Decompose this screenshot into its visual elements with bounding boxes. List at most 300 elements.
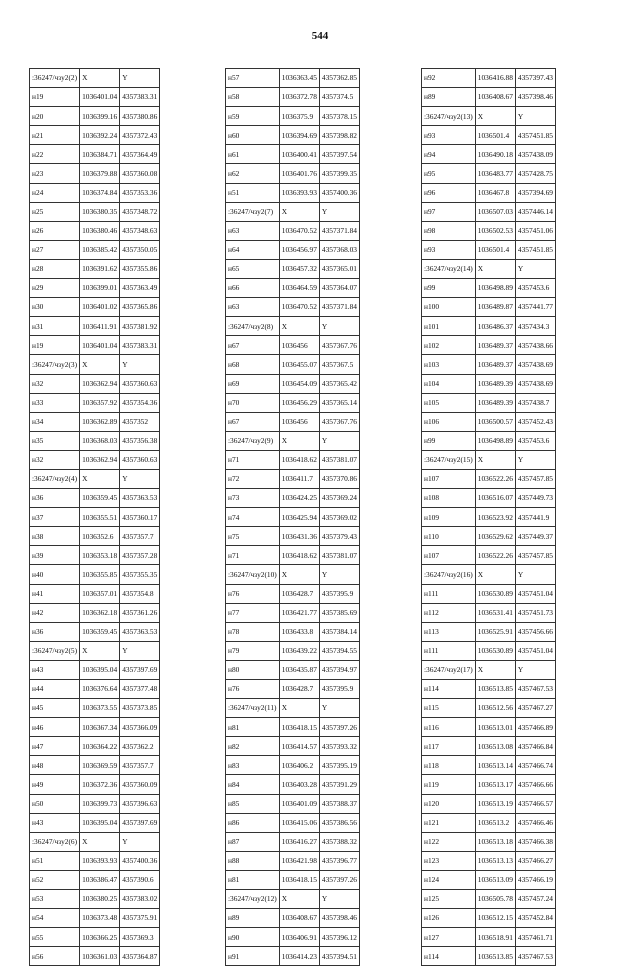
x-coordinate-cell: 1036513.14 — [475, 756, 515, 775]
y-coordinate-cell: 4357397.26 — [319, 870, 359, 889]
point-label-cell: н111 — [422, 641, 476, 660]
x-coordinate-cell: 1036372.36 — [80, 775, 120, 794]
x-coordinate-cell: 1036374.84 — [80, 183, 120, 202]
x-coordinate-cell: 1036386.47 — [80, 870, 120, 889]
point-label-cell: н72 — [226, 469, 280, 488]
y-coordinate-cell: 4357388.37 — [319, 794, 359, 813]
point-label-cell: н109 — [422, 508, 476, 527]
table-row — [422, 660, 556, 679]
x-coordinate-cell: 1036498.89 — [475, 279, 515, 298]
table-row — [30, 164, 160, 183]
table-row — [226, 947, 360, 966]
y-coordinate-cell: 4357360.63 — [120, 374, 160, 393]
y-coordinate-cell: 4357394.55 — [319, 641, 359, 660]
table-row — [226, 508, 360, 527]
x-coordinate-cell: 1036428.7 — [279, 584, 319, 603]
table-row — [30, 603, 160, 622]
x-coordinate-cell: 1036486.37 — [475, 317, 515, 336]
table-row — [226, 126, 360, 145]
x-coordinate-cell: X — [80, 469, 120, 488]
point-label-cell: н22 — [30, 145, 80, 164]
y-coordinate-cell: 4357362.85 — [319, 69, 359, 88]
x-coordinate-cell: 1036439.22 — [279, 641, 319, 660]
x-coordinate-cell: 1036373.48 — [80, 909, 120, 928]
point-label-cell: н92 — [422, 69, 476, 88]
table-row — [226, 489, 360, 508]
point-label-cell: н78 — [226, 622, 280, 641]
x-coordinate-cell: 1036416.88 — [475, 69, 515, 88]
point-label-cell: н80 — [226, 660, 280, 679]
table-row — [226, 794, 360, 813]
table-row — [226, 641, 360, 660]
point-label-cell: :36247/чзу2(4) — [30, 469, 80, 488]
x-coordinate-cell: 1036456.29 — [279, 393, 319, 412]
x-coordinate-cell: 1036401.04 — [80, 336, 120, 355]
table-row — [30, 756, 160, 775]
point-label-cell: н121 — [422, 813, 476, 832]
table-row — [30, 317, 160, 336]
y-coordinate-cell: Y — [319, 202, 359, 221]
point-label-cell: н42 — [30, 603, 80, 622]
x-coordinate-cell: 1036489.39 — [475, 374, 515, 393]
y-coordinate-cell: 4357441.9 — [515, 508, 555, 527]
y-coordinate-cell: 4357438.7 — [515, 393, 555, 412]
x-coordinate-cell: 1036490.18 — [475, 145, 515, 164]
x-coordinate-cell: 1036457.32 — [279, 259, 319, 278]
table-row — [422, 718, 556, 737]
x-coordinate-cell: 1036467.8 — [475, 183, 515, 202]
point-label-cell: н119 — [422, 775, 476, 794]
table-row — [422, 469, 556, 488]
x-coordinate-cell: 1036380.25 — [80, 890, 120, 909]
y-coordinate-cell: 4357379.43 — [319, 527, 359, 546]
table-row — [422, 909, 556, 928]
table-row — [422, 813, 556, 832]
x-coordinate-cell: 1036399.73 — [80, 794, 120, 813]
x-coordinate-cell: 1036483.77 — [475, 164, 515, 183]
point-label-cell: н73 — [226, 489, 280, 508]
point-label-cell: н116 — [422, 718, 476, 737]
table-row — [30, 88, 160, 107]
table-row — [422, 107, 556, 126]
point-label-cell: н64 — [226, 240, 280, 259]
y-coordinate-cell: 4357381.92 — [120, 317, 160, 336]
point-label-cell: н77 — [226, 603, 280, 622]
point-label-cell: н67 — [226, 336, 280, 355]
x-coordinate-cell: 1036401.09 — [279, 794, 319, 813]
table-row — [226, 469, 360, 488]
y-coordinate-cell: 4357388.32 — [319, 832, 359, 851]
x-coordinate-cell: 1036530.89 — [475, 584, 515, 603]
y-coordinate-cell: 4357369.3 — [120, 928, 160, 947]
table-row — [422, 603, 556, 622]
point-label-cell: н95 — [422, 164, 476, 183]
table-row — [226, 756, 360, 775]
table-row — [422, 870, 556, 889]
y-coordinate-cell: Y — [319, 699, 359, 718]
point-label-cell: н91 — [226, 947, 280, 966]
table-row — [226, 832, 360, 851]
point-label-cell: н39 — [30, 546, 80, 565]
y-coordinate-cell: 4357372.43 — [120, 126, 160, 145]
x-coordinate-cell: 1036421.77 — [279, 603, 319, 622]
point-label-cell: н108 — [422, 489, 476, 508]
point-label-cell: н99 — [422, 279, 476, 298]
y-coordinate-cell: 4357353.36 — [120, 183, 160, 202]
y-coordinate-cell: 4357357.7 — [120, 756, 160, 775]
x-coordinate-cell: 1036392.24 — [80, 126, 120, 145]
point-label-cell: :36247/чзу2(2) — [30, 69, 80, 88]
point-label-cell: н32 — [30, 450, 80, 469]
x-coordinate-cell: 1036454.09 — [279, 374, 319, 393]
y-coordinate-cell: 4357350.05 — [120, 240, 160, 259]
table-row — [422, 565, 556, 584]
table-row — [422, 832, 556, 851]
x-coordinate-cell: 1036455.07 — [279, 355, 319, 374]
point-label-cell: :36247/чзу2(3) — [30, 355, 80, 374]
table-row — [226, 183, 360, 202]
page-number: 544 — [311, 30, 329, 42]
point-label-cell: н33 — [30, 393, 80, 412]
x-coordinate-cell: X — [279, 431, 319, 450]
x-coordinate-cell: X — [475, 107, 515, 126]
table-row — [226, 527, 360, 546]
x-coordinate-cell: 1036501.4 — [475, 240, 515, 259]
x-coordinate-cell: 1036531.41 — [475, 603, 515, 622]
table-row — [226, 718, 360, 737]
y-coordinate-cell: 4357356.38 — [120, 431, 160, 450]
y-coordinate-cell: Y — [120, 355, 160, 374]
point-label-cell: :36247/чзу2(17) — [422, 660, 476, 679]
x-coordinate-cell: 1036512.56 — [475, 699, 515, 718]
point-label-cell: н23 — [30, 164, 80, 183]
x-coordinate-cell: 1036456.97 — [279, 240, 319, 259]
point-label-cell: н114 — [422, 680, 476, 699]
y-coordinate-cell: 4357355.35 — [120, 565, 160, 584]
y-coordinate-cell: 4357361.26 — [120, 603, 160, 622]
point-label-cell: н70 — [226, 393, 280, 412]
y-coordinate-cell: 4357371.84 — [319, 221, 359, 240]
table-row — [226, 813, 360, 832]
point-label-cell: н113 — [422, 622, 476, 641]
point-label-cell: н46 — [30, 718, 80, 737]
x-coordinate-cell: 1036501.4 — [475, 126, 515, 145]
y-coordinate-cell: 4357360.09 — [120, 775, 160, 794]
y-coordinate-cell: 4357365.42 — [319, 374, 359, 393]
y-coordinate-cell: 4357453.6 — [515, 431, 555, 450]
x-coordinate-cell: 1036418.62 — [279, 450, 319, 469]
x-coordinate-cell: 1036498.89 — [475, 431, 515, 450]
point-label-cell: н71 — [226, 450, 280, 469]
point-label-cell: н126 — [422, 909, 476, 928]
point-label-cell: н83 — [226, 756, 280, 775]
table-row — [422, 374, 556, 393]
x-coordinate-cell: 1036367.34 — [80, 718, 120, 737]
point-label-cell: н88 — [226, 851, 280, 870]
point-label-cell: :36247/чзу2(9) — [226, 431, 280, 450]
y-coordinate-cell: 4357453.6 — [515, 279, 555, 298]
x-coordinate-cell: 1036456 — [279, 336, 319, 355]
y-coordinate-cell: 4357457.85 — [515, 546, 555, 565]
point-label-cell: н69 — [226, 374, 280, 393]
x-coordinate-cell: X — [279, 699, 319, 718]
y-coordinate-cell: 4357369.24 — [319, 489, 359, 508]
table-row — [422, 489, 556, 508]
x-coordinate-cell: 1036401.02 — [80, 298, 120, 317]
table-row — [30, 279, 160, 298]
table-row — [422, 126, 556, 145]
y-coordinate-cell: 4357348.72 — [120, 202, 160, 221]
y-coordinate-cell: 4357348.63 — [120, 221, 160, 240]
point-label-cell: н68 — [226, 355, 280, 374]
x-coordinate-cell: 1036512.15 — [475, 909, 515, 928]
y-coordinate-cell: 4357466.46 — [515, 813, 555, 832]
x-coordinate-cell: 1036353.18 — [80, 546, 120, 565]
table-row — [30, 355, 160, 374]
x-coordinate-cell: 1036433.8 — [279, 622, 319, 641]
point-label-cell: :36247/чзу2(5) — [30, 641, 80, 660]
table-row — [226, 107, 360, 126]
point-label-cell: н19 — [30, 88, 80, 107]
point-label-cell: н93 — [422, 126, 476, 145]
table-row — [422, 145, 556, 164]
table-row — [30, 890, 160, 909]
x-coordinate-cell: 1036403.28 — [279, 775, 319, 794]
y-coordinate-cell: 4357374.5 — [319, 88, 359, 107]
y-coordinate-cell: 4357461.71 — [515, 928, 555, 947]
table-row — [422, 756, 556, 775]
point-label-cell: н114 — [422, 947, 476, 966]
point-label-cell: н120 — [422, 794, 476, 813]
y-coordinate-cell: 4357457.24 — [515, 890, 555, 909]
y-coordinate-cell: 4357398.46 — [319, 909, 359, 928]
x-coordinate-cell: 1036489.37 — [475, 336, 515, 355]
y-coordinate-cell: 4357360.08 — [120, 164, 160, 183]
y-coordinate-cell: 4357428.75 — [515, 164, 555, 183]
y-coordinate-cell: 4357396.63 — [120, 794, 160, 813]
table-row — [30, 718, 160, 737]
table-row — [422, 202, 556, 221]
point-label-cell: н94 — [422, 145, 476, 164]
x-coordinate-cell: 1036513.08 — [475, 737, 515, 756]
x-coordinate-cell: 1036362.18 — [80, 603, 120, 622]
table-row — [422, 317, 556, 336]
y-coordinate-cell: 4357354.36 — [120, 393, 160, 412]
point-label-cell: н27 — [30, 240, 80, 259]
table-row — [226, 393, 360, 412]
x-coordinate-cell: 1036523.92 — [475, 508, 515, 527]
y-coordinate-cell: 4357394.51 — [319, 947, 359, 966]
y-coordinate-cell: 4357466.57 — [515, 794, 555, 813]
y-coordinate-cell: 4357466.84 — [515, 737, 555, 756]
y-coordinate-cell: 4357438.69 — [515, 355, 555, 374]
x-coordinate-cell: X — [80, 355, 120, 374]
point-label-cell: н75 — [226, 527, 280, 546]
table-row — [30, 374, 160, 393]
x-coordinate-cell: 1036359.45 — [80, 489, 120, 508]
y-coordinate-cell: 4357385.69 — [319, 603, 359, 622]
y-coordinate-cell: 4357396.77 — [319, 851, 359, 870]
point-label-cell: н32 — [30, 374, 80, 393]
x-coordinate-cell: 1036428.7 — [279, 680, 319, 699]
x-coordinate-cell: X — [475, 565, 515, 584]
x-coordinate-cell: 1036415.06 — [279, 813, 319, 832]
point-label-cell: н96 — [422, 183, 476, 202]
point-label-cell: н48 — [30, 756, 80, 775]
x-coordinate-cell: X — [279, 565, 319, 584]
x-coordinate-cell: X — [279, 202, 319, 221]
x-coordinate-cell: 1036352.6 — [80, 527, 120, 546]
table-row — [226, 259, 360, 278]
x-coordinate-cell: 1036411.7 — [279, 469, 319, 488]
point-label-cell: н89 — [422, 88, 476, 107]
y-coordinate-cell: 4357363.53 — [120, 489, 160, 508]
y-coordinate-cell: 4357365.86 — [120, 298, 160, 317]
point-label-cell: :36247/чзу2(10) — [226, 565, 280, 584]
y-coordinate-cell: 4357452.43 — [515, 412, 555, 431]
x-coordinate-cell: 1036513.2 — [475, 813, 515, 832]
point-label-cell: :36247/чзу2(15) — [422, 450, 476, 469]
point-label-cell: н62 — [226, 164, 280, 183]
point-label-cell: н26 — [30, 221, 80, 240]
x-coordinate-cell: 1036500.57 — [475, 412, 515, 431]
point-label-cell: н43 — [30, 660, 80, 679]
y-coordinate-cell: 4357395.9 — [319, 680, 359, 699]
y-coordinate-cell: 4357365.14 — [319, 393, 359, 412]
table-row — [422, 164, 556, 183]
table-row — [226, 355, 360, 374]
y-coordinate-cell: 4357355.86 — [120, 259, 160, 278]
x-coordinate-cell: 1036362.89 — [80, 412, 120, 431]
point-label-cell: н51 — [30, 851, 80, 870]
point-label-cell: н30 — [30, 298, 80, 317]
y-coordinate-cell: 4357383.31 — [120, 88, 160, 107]
table-row — [422, 240, 556, 259]
y-coordinate-cell: 4357397.26 — [319, 718, 359, 737]
x-coordinate-cell: 1036525.91 — [475, 622, 515, 641]
x-coordinate-cell: 1036513.18 — [475, 832, 515, 851]
point-label-cell: :36247/чзу2(6) — [30, 832, 80, 851]
x-coordinate-cell: 1036513.17 — [475, 775, 515, 794]
table-row — [226, 202, 360, 221]
table-row — [30, 775, 160, 794]
y-coordinate-cell: 4357467.27 — [515, 699, 555, 718]
table-row — [422, 947, 556, 966]
table-row — [30, 431, 160, 450]
y-coordinate-cell: 4357360.17 — [120, 508, 160, 527]
table-row — [226, 870, 360, 889]
y-coordinate-cell: 4357467.53 — [515, 947, 555, 966]
x-coordinate-cell: X — [279, 890, 319, 909]
y-coordinate-cell: 4357352 — [120, 412, 160, 431]
table-row — [422, 680, 556, 699]
y-coordinate-cell: 4357451.06 — [515, 221, 555, 240]
y-coordinate-cell: 4357438.66 — [515, 336, 555, 355]
point-label-cell: н49 — [30, 775, 80, 794]
point-label-cell: н53 — [30, 890, 80, 909]
table-row — [30, 221, 160, 240]
x-coordinate-cell: 1036366.25 — [80, 928, 120, 947]
point-label-cell: н111 — [422, 584, 476, 603]
y-coordinate-cell: 4357399.35 — [319, 164, 359, 183]
y-coordinate-cell: 4357451.85 — [515, 240, 555, 259]
table-row — [30, 202, 160, 221]
point-label-cell: н65 — [226, 259, 280, 278]
y-coordinate-cell: Y — [515, 660, 555, 679]
x-coordinate-cell: 1036406.91 — [279, 928, 319, 947]
x-coordinate-cell: 1036395.04 — [80, 813, 120, 832]
y-coordinate-cell: 4357397.69 — [120, 813, 160, 832]
x-coordinate-cell: X — [475, 660, 515, 679]
table-row — [30, 145, 160, 164]
point-label-cell: н107 — [422, 469, 476, 488]
x-coordinate-cell: 1036361.03 — [80, 947, 120, 966]
point-label-cell: н100 — [422, 298, 476, 317]
y-coordinate-cell: 4357400.36 — [120, 851, 160, 870]
x-coordinate-cell: 1036384.71 — [80, 145, 120, 164]
y-coordinate-cell: Y — [120, 69, 160, 88]
table-row — [30, 336, 160, 355]
table-row — [422, 450, 556, 469]
table-row — [30, 527, 160, 546]
y-coordinate-cell: Y — [120, 832, 160, 851]
point-label-cell: н101 — [422, 317, 476, 336]
x-coordinate-cell: 1036362.94 — [80, 374, 120, 393]
table-row — [226, 279, 360, 298]
table-row — [422, 527, 556, 546]
x-coordinate-cell: 1036357.92 — [80, 393, 120, 412]
table-row — [422, 641, 556, 660]
point-label-cell: н105 — [422, 393, 476, 412]
table-row — [422, 699, 556, 718]
table-row — [30, 298, 160, 317]
y-coordinate-cell: 4357397.43 — [515, 69, 555, 88]
table-row — [422, 775, 556, 794]
y-coordinate-cell: 4357360.63 — [120, 450, 160, 469]
y-coordinate-cell: 4357393.32 — [319, 737, 359, 756]
point-label-cell: н104 — [422, 374, 476, 393]
y-coordinate-cell: 4357467.53 — [515, 680, 555, 699]
x-coordinate-cell: 1036393.93 — [80, 851, 120, 870]
point-label-cell: н81 — [226, 870, 280, 889]
y-coordinate-cell: 4357451.85 — [515, 126, 555, 145]
y-coordinate-cell: 4357367.76 — [319, 336, 359, 355]
point-label-cell: н90 — [226, 928, 280, 947]
x-coordinate-cell: X — [475, 450, 515, 469]
table-row — [226, 317, 360, 336]
table-row — [30, 737, 160, 756]
table-row — [30, 699, 160, 718]
x-coordinate-cell: 1036395.04 — [80, 660, 120, 679]
point-label-cell: :36247/чзу2(11) — [226, 699, 280, 718]
table-row — [422, 546, 556, 565]
y-coordinate-cell: 4357378.15 — [319, 107, 359, 126]
table-row — [30, 660, 160, 679]
point-label-cell: н44 — [30, 680, 80, 699]
point-label-cell: н125 — [422, 890, 476, 909]
point-label-cell: н63 — [226, 221, 280, 240]
point-label-cell: н74 — [226, 508, 280, 527]
y-coordinate-cell: 4357456.66 — [515, 622, 555, 641]
x-coordinate-cell: 1036529.62 — [475, 527, 515, 546]
y-coordinate-cell: 4357449.73 — [515, 489, 555, 508]
table-row — [226, 928, 360, 947]
table-row — [422, 393, 556, 412]
point-label-cell: :36247/чзу2(16) — [422, 565, 476, 584]
table-row — [30, 813, 160, 832]
table-row — [30, 870, 160, 889]
point-label-cell: н76 — [226, 584, 280, 603]
